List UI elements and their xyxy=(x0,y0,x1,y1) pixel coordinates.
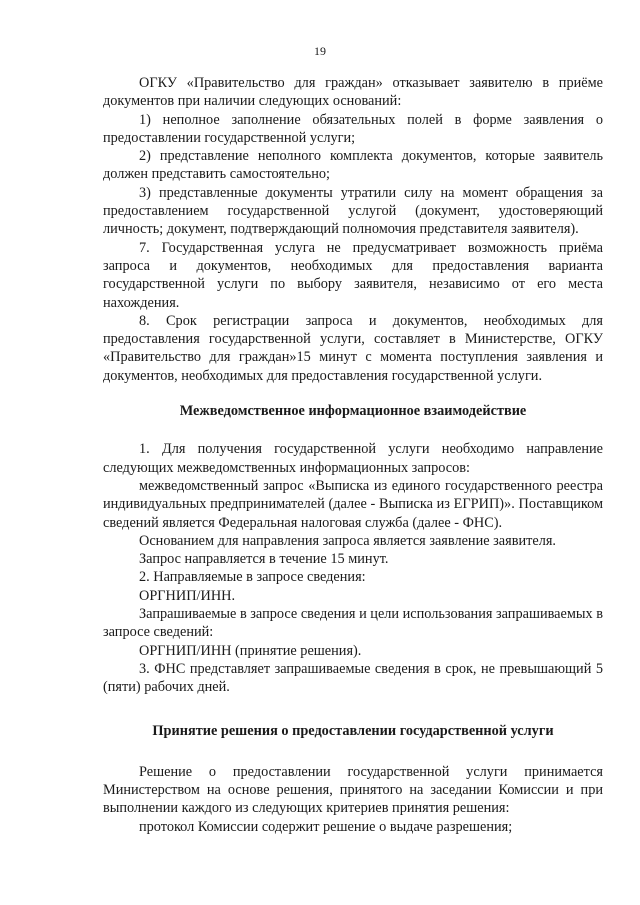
document-body xyxy=(103,74,603,836)
decision-paragraph-criterion: протокол Комиссии содержит решение о выдаче разрешения; xyxy=(139,818,513,835)
section-heading-decision: Принятие решения о предоставлении государственной услуги xyxy=(152,722,554,739)
interaction-paragraph-3: 3. ФНС представляет запрашиваемые сведения в срок, не превышающий 5 (пяти) рабочих дней. xyxy=(103,660,603,696)
interaction-paragraph-1: 1. Для получения государственной услуги необходимо направление следующих межведомственных информационных запросов: xyxy=(103,441,603,476)
interaction-paragraph-request: межведомственный запрос «Выписка из единого государственного реестра индивидуальных предпринимателей (далее - Выписка из ЕГРИП)». Поставщиком сведений является Федеральная налоговая служба (далее - ФНС). xyxy=(103,477,603,531)
interaction-paragraph-basis: Основанием для направления запроса является заявление заявителя. xyxy=(139,532,556,549)
interaction-paragraph-fields-purpose: ОРГНИП/ИНН (принятие решения). xyxy=(139,642,362,659)
decision-paragraph-1: Решение о предоставлении государственной услуги принимается Министерством на основе решения, принятого на заседании Комиссии и при выполнении каждого из следующих критериев принятия решения: xyxy=(103,763,603,817)
interaction-paragraph-2: 2. Направляемые в запросе сведения: xyxy=(139,569,366,586)
paragraph-clause-7: 7. Государственная услуга не предусматривает возможность приёма запроса и документов, необходимых для предоставления варианта государственной услуги по выбору заявителя, независимо от его места нахождения. xyxy=(103,239,603,311)
list-item-reason-1: 1) неполное заполнение обязательных полей в форме заявления о предоставлении государственной услуги; xyxy=(103,111,603,146)
intro-paragraph-refusal: ОГКУ «Правительство для граждан» отказывает заявителю в приёме документов при наличии следующих оснований: xyxy=(103,75,603,110)
list-item-reason-2: 2) представление неполного комплекта документов, которые заявитель должен представить самостоятельно; xyxy=(103,148,603,183)
interaction-paragraph-timing: Запрос направляется в течение 15 минут. xyxy=(139,551,389,568)
list-item-reason-3: 3) представленные документы утратили силу на момент обращения за предоставлением государственной услугой (документ, удостоверяющий личность; документ, подтверждающий полномочия представителя заявителя). xyxy=(103,184,603,238)
page-number: 19 xyxy=(314,44,326,58)
interaction-paragraph-fields: ОРГНИП/ИНН. xyxy=(139,587,236,604)
interaction-paragraph-purposes: Запрашиваемые в запросе сведения и цели использования запрашиваемых в запросе сведений: xyxy=(103,606,603,641)
section-heading-interaction: Межведомственное информационное взаимодействие xyxy=(179,403,527,420)
paragraph-clause-8: 8. Срок регистрации запроса и документов, необходимых для предоставления государственной услуги, составляет в Министерстве, ОГКУ «Правительство для граждан»15 минут с момента поступления заявления и документов, необходимых для предоставления государственной услуги. xyxy=(103,312,603,384)
